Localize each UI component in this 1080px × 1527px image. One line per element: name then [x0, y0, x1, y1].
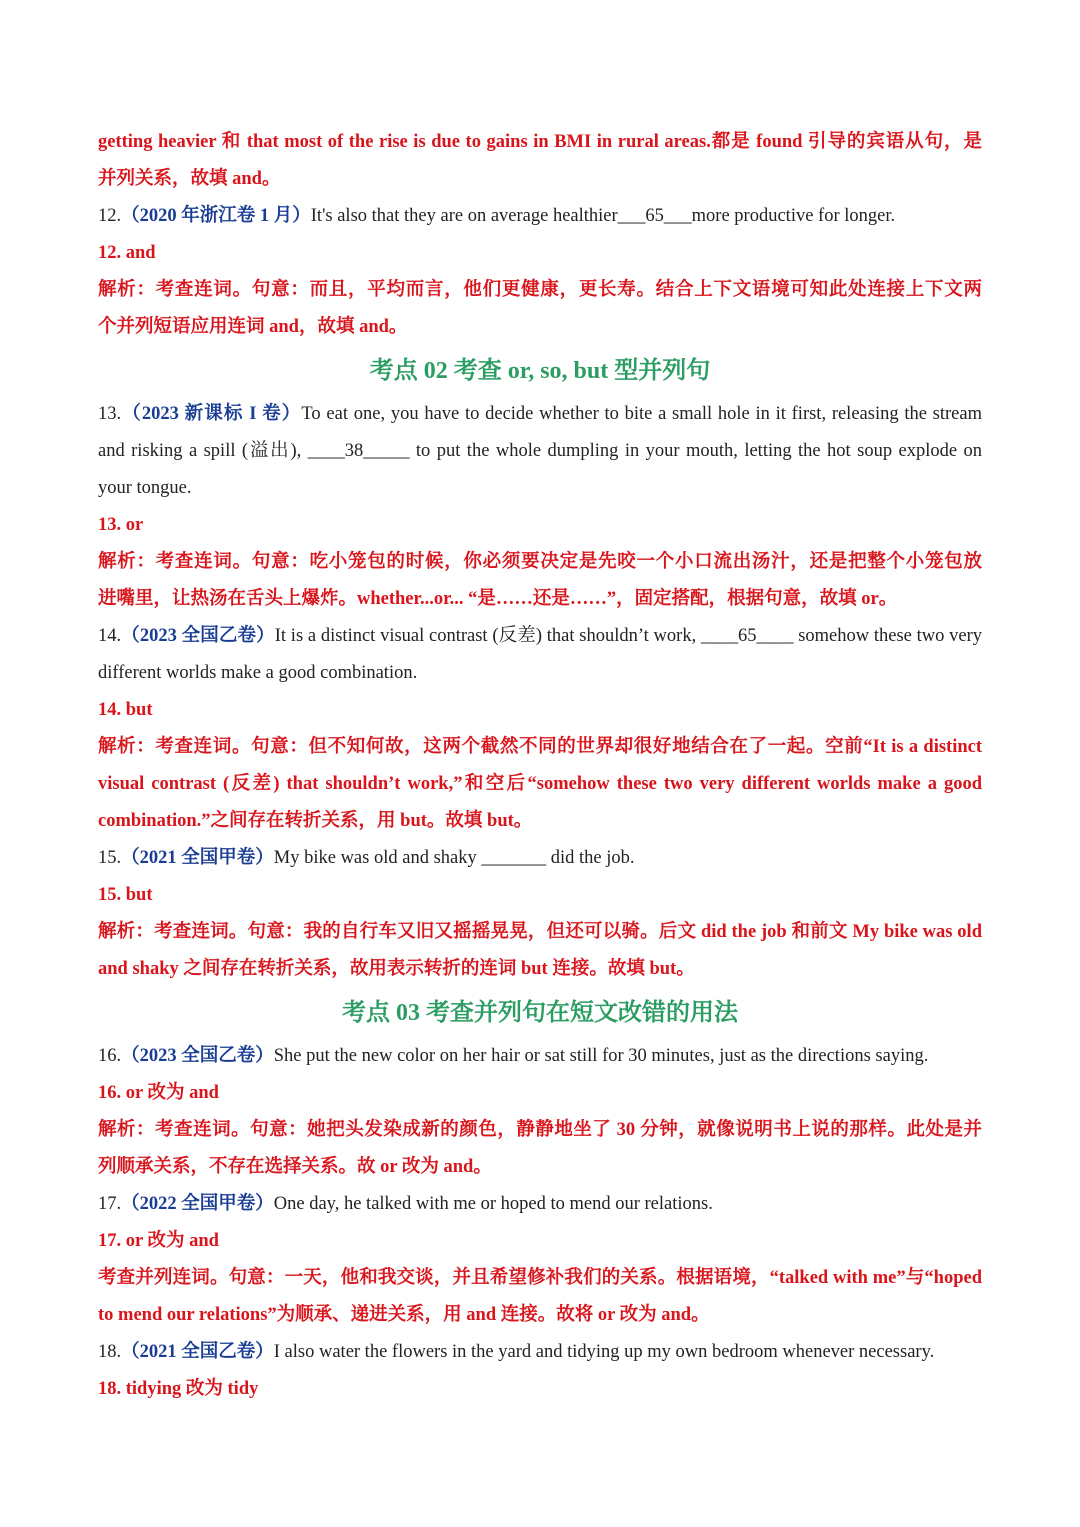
section-heading-02: 考点 02 考查 or, so, but 型并列句 [369, 358, 711, 384]
question-text: She put the new color on her hair or sat still for 30 minutes, just as the directions saying. [273, 1046, 929, 1066]
analysis-line: visual contrast (反差) that shouldn’t work,”和空后“somehow these two very different worlds make a good [98, 774, 982, 794]
answer-blank: ___65___ [617, 206, 692, 226]
analysis-line: and shaky 之间存在转折关系，故用表示转折的连词 but 连接。故填 but。 [98, 959, 695, 979]
question-14-line2: different worlds make a good combination. [98, 663, 418, 683]
question-number: 17. [98, 1194, 122, 1214]
question-source: （2023 新课标 I 卷） [121, 404, 302, 424]
analysis-line: 个并列短语应用连词 and，故填 and。 [98, 317, 408, 337]
question-17 [98, 1186, 982, 1223]
question-number: 14. [98, 626, 122, 646]
answer-17: 17. or 改为 and [98, 1231, 219, 1251]
answer-12: 12. and [98, 243, 156, 263]
analysis-line: 解析：考查连词。句意：而且，平均而言，他们更健康，更长寿。结合上下文语境可知此处连接上下文两 [98, 280, 982, 300]
question-13 [98, 396, 982, 433]
answer-15: 15. but [98, 885, 153, 905]
answer-16: 16. or 改为 and [98, 1083, 219, 1103]
analysis-line: 解析：考查连词。句意：我的自行车又旧又摇摇晃晃，但还可以骑。后文 did the job 和前文 My bike was old [98, 922, 982, 942]
question-source: （2021 全国乙卷） [121, 1342, 274, 1362]
analysis-line: 解析：考查连词。句意：但不知何故，这两个截然不同的世界却很好地结合在了一起。空前“It is a distinct [98, 737, 982, 757]
question-12 [98, 198, 982, 235]
question-18 [98, 1334, 982, 1371]
analysis-line: combination.”之间存在转折关系，用 but。故填 but。 [98, 811, 533, 831]
question-text: and risking a spill (溢出), [98, 441, 302, 461]
analysis-line: 解析：考查连词。句意：吃小笼包的时候，你必须要决定是先咬一个小口流出汤汁，还是把整个小笼包放 [98, 552, 982, 572]
question-text: It's also that they are on average healthier [310, 206, 618, 226]
question-number: 12. [98, 206, 122, 226]
analysis-line: 解析：考查连词。句意：她把头发染成新的颜色，静静地坐了 30 分钟，就像说明书上说的那样。此处是并 [98, 1120, 982, 1140]
question-number: 18. [98, 1342, 122, 1362]
answer-13: 13. or [98, 515, 144, 535]
question-number: 16. [98, 1046, 122, 1066]
analysis-line: 并列关系，故填 and。 [98, 169, 281, 189]
analysis-line: 列顺承关系，不存在选择关系。故 or 改为 and。 [98, 1157, 492, 1177]
document-page [98, 124, 982, 1408]
section-heading-03: 考点 03 考查并列句在短文改错的用法 [342, 1000, 738, 1026]
question-14 [98, 618, 982, 655]
question-13-line2 [98, 433, 982, 470]
question-15 [98, 840, 982, 877]
analysis-line: 进嘴里，让热汤在舌头上爆炸。whether...or... “是……还是……”，固定搭配，根据句意，故填 or。 [98, 589, 898, 609]
question-source: （2022 全国甲卷） [121, 1194, 274, 1214]
question-number: 15. [98, 848, 122, 868]
question-source: （2023 全国乙卷） [121, 626, 275, 646]
question-16 [98, 1038, 982, 1075]
question-text: somehow these two very [798, 626, 982, 646]
question-source: （2023 全国乙卷） [121, 1046, 274, 1066]
question-text: more productive for longer. [691, 206, 896, 226]
question-text: It is a distinct visual contrast (反差) that shouldn’t work, [274, 626, 697, 646]
question-text: One day, he talked with me or hoped to mend our relations. [273, 1194, 713, 1214]
question-number: 13. [98, 404, 122, 424]
question-text: I also water the flowers in the yard and tidying up my own bedroom whenever necessary. [273, 1342, 935, 1362]
answer-18: 18. tidying 改为 tidy [98, 1379, 259, 1399]
question-text: My bike was old and shaky [273, 848, 477, 868]
question-text: did the job. [550, 848, 635, 868]
answer-blank: ____38_____ [307, 441, 410, 461]
question-source: （2021 全国甲卷） [121, 848, 274, 868]
question-text: to put the whole dumpling in your mouth, letting the hot soup explode on [415, 441, 982, 461]
analysis-line: to mend our relations”为顺承、递进关系，用 and 连接。故将 or 改为 and。 [98, 1305, 710, 1325]
question-source: （2020 年浙江卷 1 月） [121, 206, 311, 226]
question-text: To eat one, you have to decide whether to bite a small hole in it first, releasing the stream [301, 404, 982, 424]
answer-blank: _______ [481, 848, 547, 868]
analysis-line: 考查并列连词。句意：一天，他和我交谈，并且希望修补我们的关系。根据语境，“talked with me”与“hoped [98, 1268, 982, 1288]
answer-blank: ____65____ [700, 626, 794, 646]
answer-14: 14. but [98, 700, 153, 720]
question-13-line3: your tongue. [98, 478, 192, 498]
analysis-line: getting heavier 和 that most of the rise is due to gains in BMI in rural areas.都是 found 引导的宾语从句，是 [98, 132, 982, 152]
